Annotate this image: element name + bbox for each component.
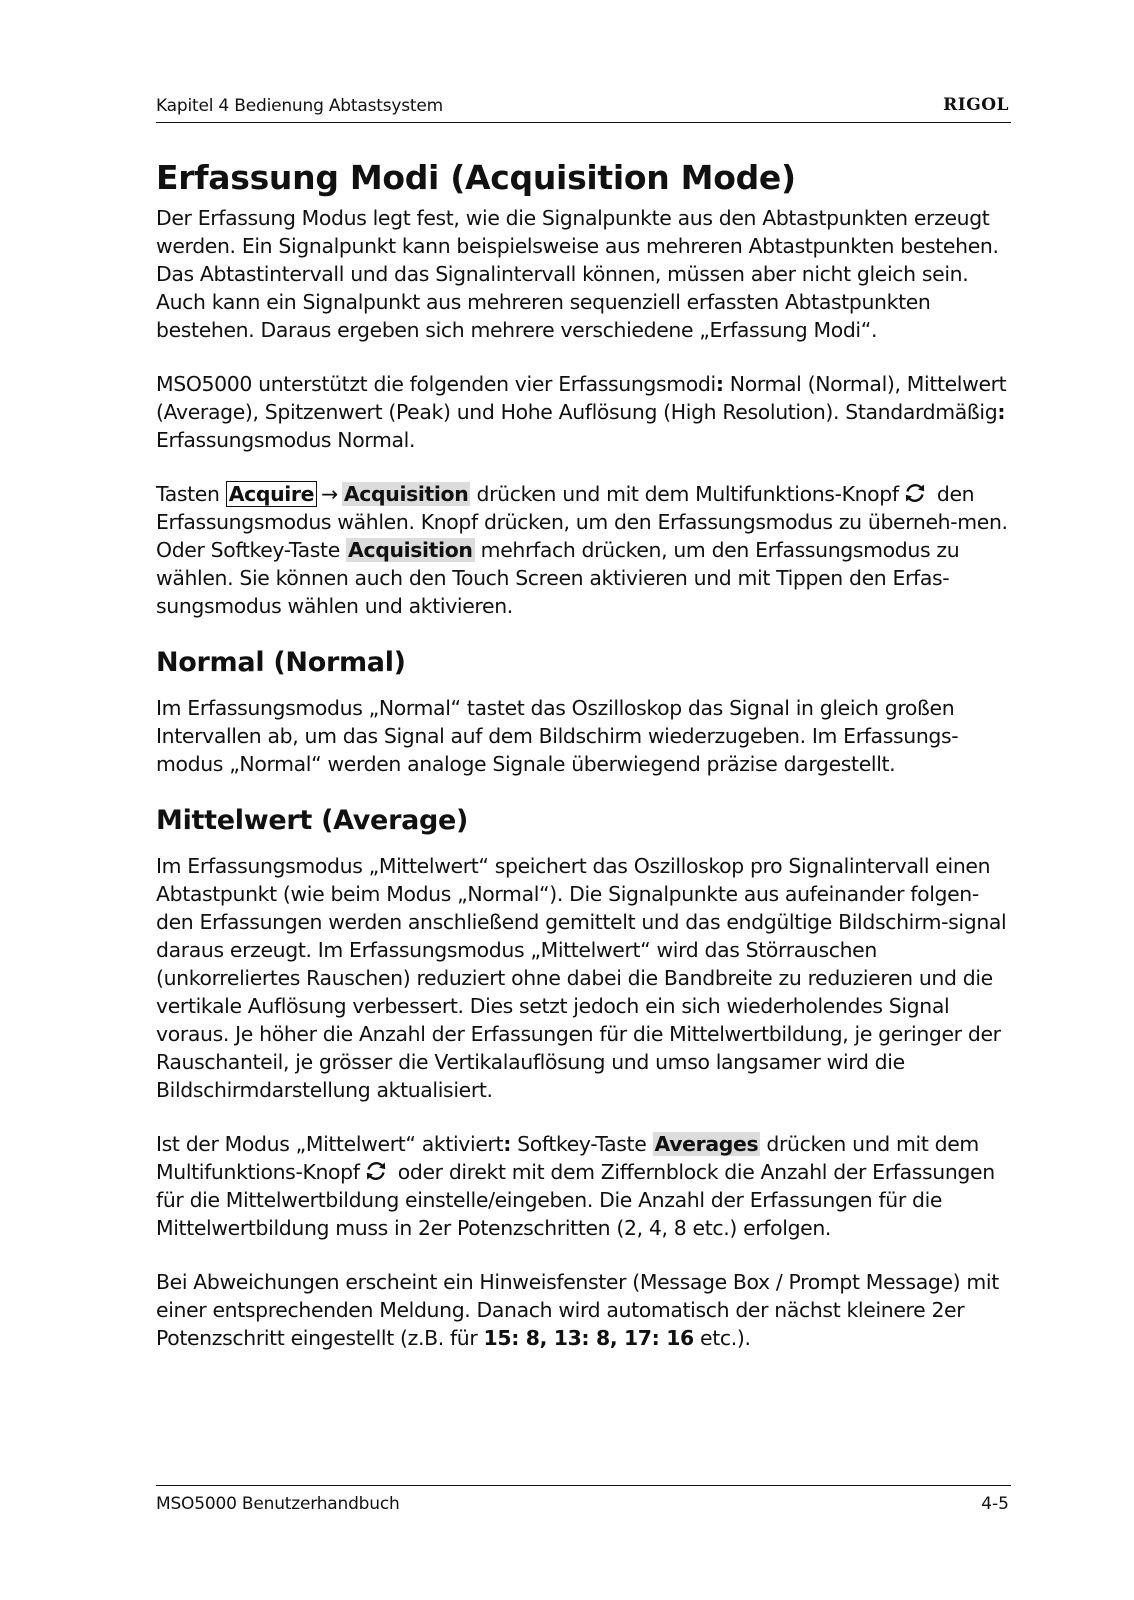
section-title: Erfassung Modi (Acquisition Mode) (156, 158, 796, 197)
average-paragraph: Im Erfassungsmodus „Mittelwert“ speichert das Oszilloskop pro Signalintervall einen Abtastpunkt (wie beim Modus „Normal“). Die Signalpunkte aus aufeinander folgen-den Erfassungen werden anschließend gemittelt und das endgültige Bildschirm-signal daraus erzeugt. Im Erfassungsmodus „Mittelwert“ wird das Störrauschen (unkorreliertes Rauschen) reduziert ohne dabei die Bandbreite zu reduzieren und die vertikale Auflösung verbessert. Dies setzt jedoch ein sich wiederholendes Signal voraus. Je höher die Anzahl der Erfassungen für die Mittelwertbildung, je geringer der Rauschanteil, je grösser die Vertikalauflösung und umso langsamer wird die Bildschirmdarstellung aktualisiert. (156, 854, 1007, 1102)
manual-name: MSO5000 Benutzerhandbuch (156, 1494, 400, 1514)
manual-page (156, 0, 1011, 1600)
avg-text-1: Ist der Modus „Mittelwert“ aktiviert (156, 1132, 504, 1156)
modes-text-1: MSO5000 unterstützt die folgenden vier Erfassungsmodi (156, 372, 716, 396)
howto-text-4: mehrfach drücken, um den Erfassungsmodus zu wählen. Sie können auch den Touch Screen aktivieren und mit Tippen den Erfas-sungsmodus wählen und aktivieren. (156, 538, 960, 618)
howto-paragraph (156, 480, 1011, 620)
howto-text-1: Tasten (156, 482, 226, 506)
multifunction-knob-icon-2 (364, 1159, 388, 1183)
acquire-key-label: Acquire (226, 481, 317, 507)
averages-softkey-label: Averages (654, 1132, 759, 1156)
avg-text-3: drücken und mit dem Multifunktions-Knopf (156, 1132, 979, 1184)
average-settings-paragraph (156, 1130, 1011, 1242)
howto-text-3: den Erfassungsmodus wählen. Knopf drücken, um den Erfassungsmodus zu überneh-men. Oder Softkey-Taste (156, 482, 1008, 562)
normal-paragraph: Im Erfassungsmodus „Normal“ tastet das Oszilloskop das Signal in gleich großen Intervallen ab, um das Signal auf dem Bildschirm wiederzugeben. Im Erfassungs-modus „Normal“ werden analoge Signale überwiegend präzise dargestellt. (156, 696, 959, 776)
modes-paragraph (156, 370, 1011, 454)
intro-paragraph: Der Erfassung Modus legt fest, wie die Signalpunkte aus den Abtastpunkten erzeugt werden. Ein Signalpunkt kann beispielsweise aus mehreren Abtastpunkten bestehen. Das Abtastintervall und das Signalintervall können, müssen aber nicht gleich sein. Auch kann ein Signalpunkt aus mehreren sequenziell erfassten Abtastpunkten bestehen. Daraus ergeben sich mehrere verschiedene „Erfassung Modi“. (156, 206, 999, 342)
avg-colon: : (503, 1132, 512, 1156)
modes-text-2: Normal (Normal), Mittelwert (Average), Spitzenwert (Peak) und Hohe Auflösung (High Resolution). Standardmäßig (156, 372, 1007, 424)
average-heading: Mittelwert (Average) (156, 805, 469, 836)
page-number: 4-5 (981, 1494, 1009, 1514)
page-content (156, 158, 1011, 1378)
normal-heading: Normal (Normal) (156, 647, 406, 678)
chapter-title: Kapitel 4 Bedienung Abtastsystem (156, 96, 443, 116)
message-box-paragraph (156, 1268, 1011, 1352)
acquisition-softkey-label-2: Acquisition (348, 538, 473, 562)
page-header (156, 94, 1011, 123)
rounding-examples: 15: 8, 13: 8, 17: 16 (483, 1326, 694, 1350)
brand-logo: RIGOL (943, 95, 1009, 115)
avg-text-2: Softkey-Taste (511, 1132, 653, 1156)
msg-text-2: etc.). (693, 1326, 751, 1350)
page-footer (156, 1485, 1011, 1526)
modes-text-3: Erfassungsmodus Normal. (156, 428, 416, 452)
multifunction-knob-icon (903, 481, 927, 505)
avg-text-4: oder direkt mit dem Ziffernblock die Anzahl der Erfassungen für die Mittelwertbildung einstelle/eingeben. Die Anzahl der Erfassungen für die Mittelwertbildung muss in 2er Potenzschritten (2, 4, 8 etc.) erfolgen. (156, 1160, 995, 1240)
howto-text-2: drücken und mit dem Multifunktions-Knopf (470, 482, 899, 506)
msg-text-1: Bei Abweichungen erscheint ein Hinweisfenster (Message Box / Prompt Message) mit einer entsprechenden Meldung. Danach wird automatisch der nächst kleinere 2er Potenzschritt eingestellt (z.B. für (156, 1270, 999, 1350)
arrow-right-icon: → (321, 482, 338, 506)
acquisition-softkey-label: Acquisition (343, 482, 469, 506)
modes-colon-2: : (997, 400, 1006, 424)
modes-colon-1: : (715, 372, 724, 396)
